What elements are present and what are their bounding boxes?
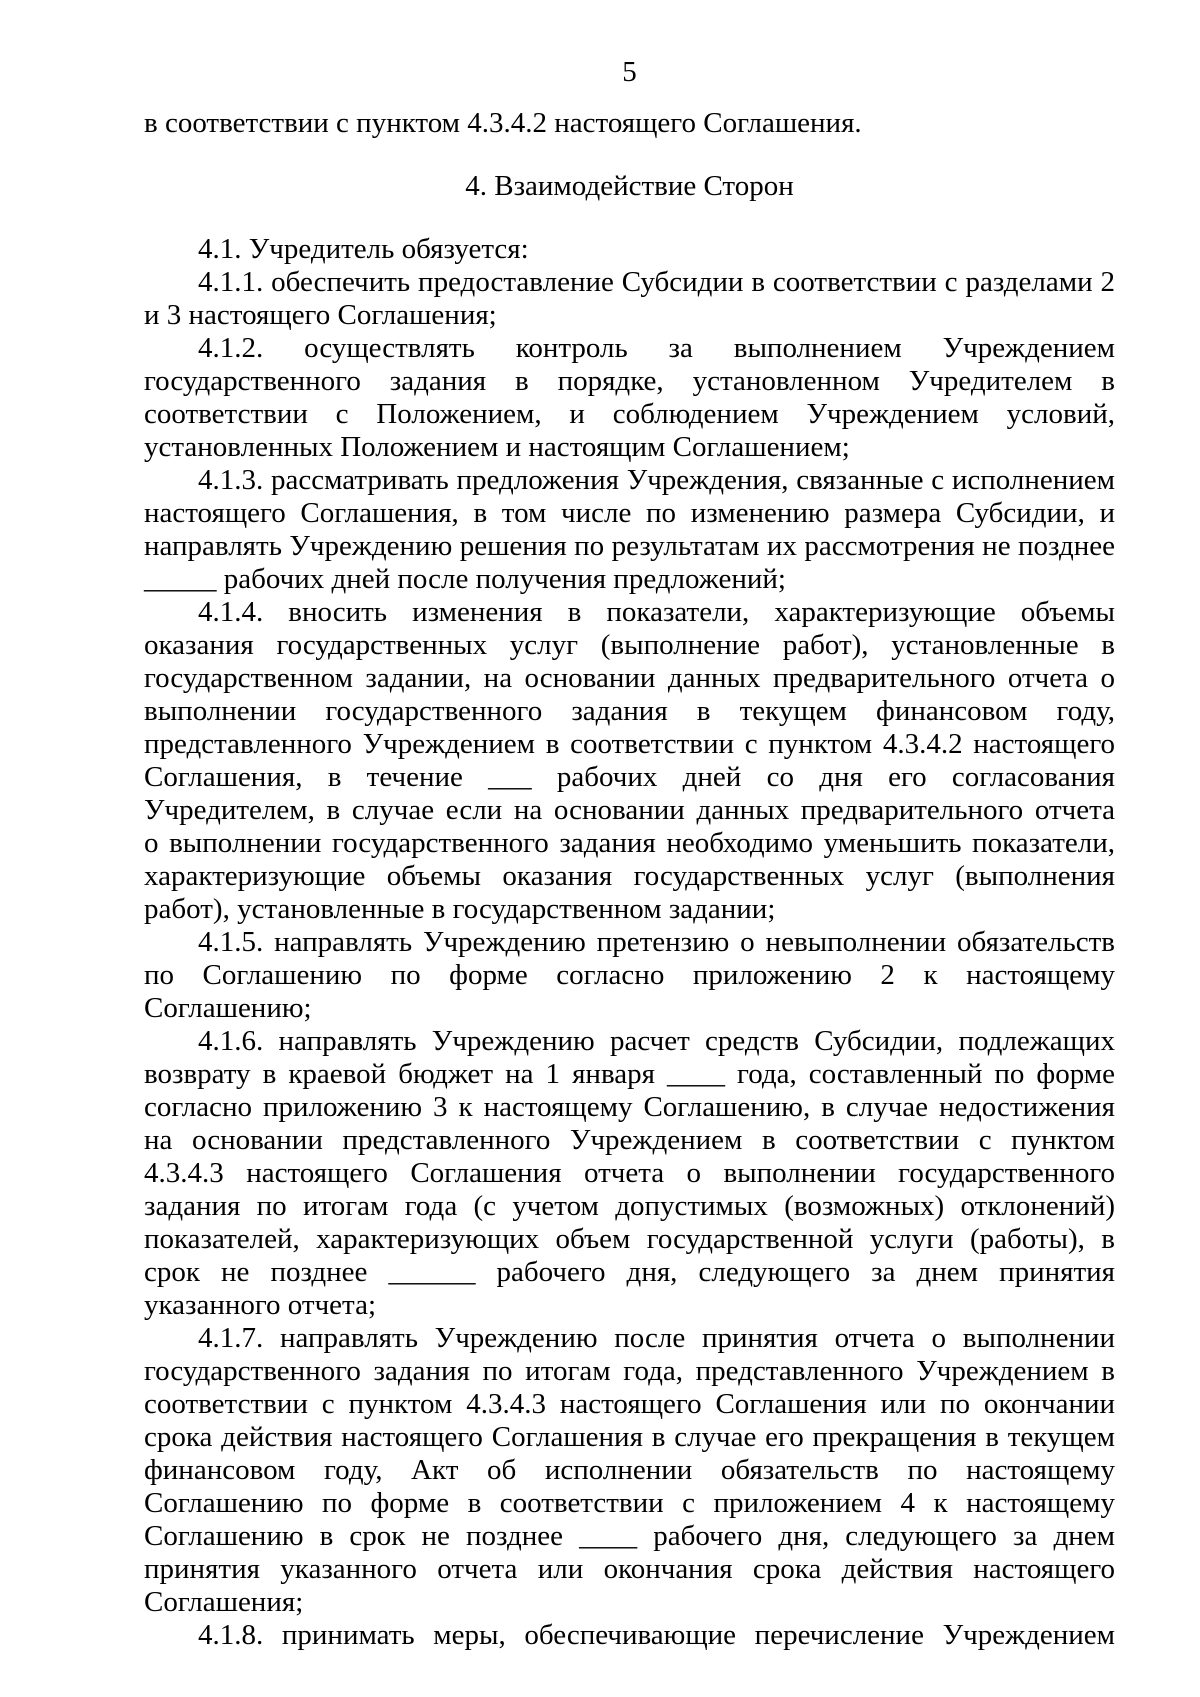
clause-4-1-5: 4.1.5. направлять Учреждению претензию о невыполнении обязательств по Соглашению по форме согласно приложению 2 к настоящему Соглашению;	[144, 926, 1115, 1024]
clause-4-1-2: 4.1.2. осуществлять контроль за выполнением Учреждением государственного задания в порядке, установленном Учредителем в соответствии с Положением, и соблюдением Учреждением условий, установленных Положением и настоящим Соглашением;	[144, 332, 1115, 463]
document-page	[144, 56, 1115, 1652]
lead-line: в соответствии с пунктом 4.3.4.2 настоящего Соглашения.	[144, 107, 862, 139]
clause-4-1-4-part-b: о выполнении государственного задания необходимо уменьшить показатели, характеризующие объемы оказания государственных услуг (выполнения работ), установленные в государственном задании;	[144, 827, 1115, 925]
section-heading: 4. Взаимодействие Сторон	[465, 170, 794, 202]
clause-4-1-6: 4.1.6. направлять Учреждению расчет средств Субсидии, подлежащих возврату в краевой бюджет на 1 января ____ года, составленный по форме согласно приложению 3 к настоящему Соглашению, в случае недостижения на основании представленного Учреждением в соответствии с пунктом 4.3.4.3 настоящего Соглашения отчета о выполнении государственного задания по итогам года (с учетом допустимых (возможных) отклонений) показателей, характеризующих объем государственной услуги (работы), в срок не позднее ______ рабочего дня, следующего за днем принятия указанного отчета;	[144, 1025, 1115, 1321]
clause-4-1-4-part-a: 4.1.4. вносить изменения в показатели, характеризующие объемы оказания государственных услуг (выполнение работ), установленные в государственном задании, на основании данных предварительного отчета о выполнении государственного задания в текущем финансовом году, представленного Учреждением в соответствии с пунктом 4.3.4.2 настоящего Соглашения, в течение ___ рабочих дней со дня его согласования Учредителем, в случае если на основании данных предварительного отчета	[144, 596, 1115, 826]
clause-4-1: 4.1. Учредитель обязуется:	[198, 233, 529, 265]
clause-4-1-7: 4.1.7. направлять Учреждению после принятия отчета о выполнении государственного задания по итогам года, представленного Учреждением в соответствии с пунктом 4.3.4.3 настоящего Соглашения или по окончании срока действия настоящего Соглашения в случае его прекращения в текущем финансовом году, Акт об исполнении обязательств по настоящему Соглашению по форме в соответствии с приложением 4 к настоящему Соглашению в срок не позднее ____ рабочего дня, следующего за днем принятия указанного отчета или окончания срока действия настоящего Соглашения;	[144, 1322, 1115, 1618]
clause-4-1-8: 4.1.8. принимать меры, обеспечивающие перечисление Учреждением	[198, 1619, 1115, 1651]
clause-4-1-1: 4.1.1. обеспечить предоставление Субсидии в соответствии с разделами 2 и 3 настоящего Соглашения;	[144, 266, 1115, 331]
clause-4-1-3: 4.1.3. рассматривать предложения Учреждения, связанные с исполнением настоящего Соглашения, в том числе по изменению размера Субсидии, и направлять Учреждению решения по результатам их рассмотрения не позднее _____ рабочих дней после получения предложений;	[144, 464, 1115, 595]
page-number: 5	[622, 56, 637, 88]
